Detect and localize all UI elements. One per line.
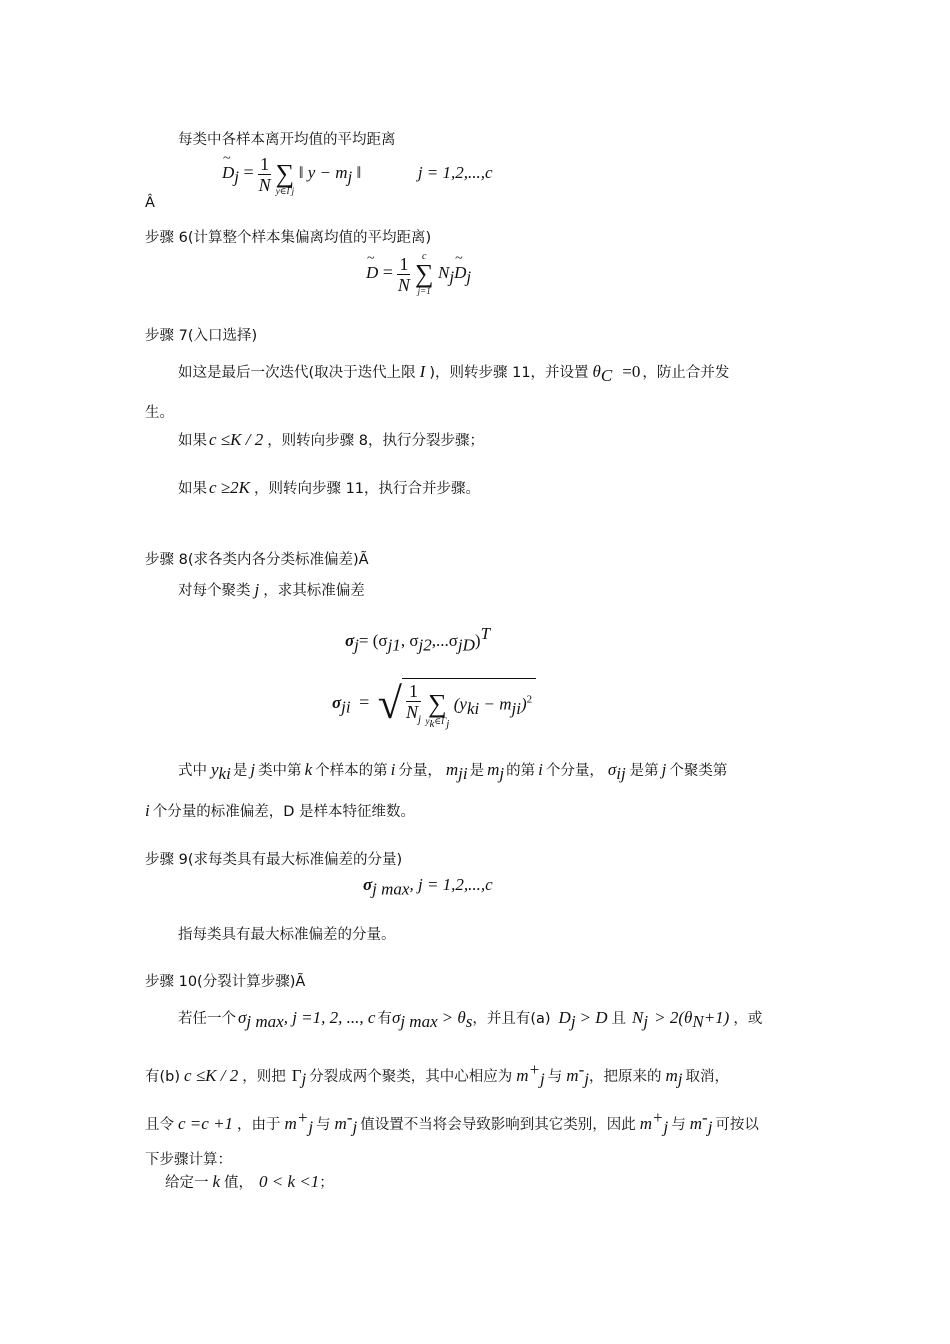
text: 与 [547,1068,563,1085]
formula-body: ‖ y − m [298,163,348,183]
text: 个样本的第 [315,763,388,779]
math-var: i [145,801,150,820]
math-var: i [390,760,396,779]
math-sub: j [570,1011,576,1031]
text: 的第 [506,763,536,779]
text-line [178,130,396,150]
sum-sup: c [421,251,427,262]
math-var: m [516,1065,529,1085]
text: 可按以 [715,1116,759,1133]
formula-sub: ji [341,697,351,717]
summation: c ∑ j=1 [414,251,434,296]
formula-fraction [258,154,271,195]
formula-body: ‖ [352,163,362,183]
text: 生。 [145,405,174,421]
formula-mean-distance [222,152,493,196]
math-var: σ [238,1008,247,1027]
text: ，求其标准偏差 [263,583,365,599]
text: ； [319,1175,334,1191]
math-var: m [487,760,500,779]
text-line [145,193,155,213]
math-var: j [661,760,667,779]
text: ，则转向步骤 11，执行合并步骤。 [253,481,481,497]
math-var: D [558,1008,571,1027]
step-heading [145,326,257,346]
formula-sub: j [466,267,472,287]
text: 步骤 7(入口选择) [145,328,258,344]
formula-std-vector [345,624,490,656]
text: 是 [469,763,485,779]
math-expr: +1) [703,1008,730,1027]
text: 式中 [178,763,207,779]
text: 步骤 6(计算整个样本集偏离均值的平均距离) [145,230,432,246]
text-line [165,1172,334,1193]
text-line [145,403,174,423]
text-line [145,1150,232,1170]
text: 步骤 9(求每类具有最大标准偏差的分量) [145,852,403,868]
text: ，并且有(a) [472,1011,551,1027]
formula-sub: j1 [387,635,401,655]
text-line [178,362,729,386]
math-sup: + [652,1108,664,1127]
text: 与 [316,1116,331,1133]
formula-sub: ji [511,699,521,719]
math-var: j [250,760,256,779]
math-expr: c ≥2K [209,478,250,497]
math-sub: j [663,1117,669,1137]
math-sup: + [528,1060,541,1079]
math-sup: - [346,1108,353,1127]
math-var: Γ [291,1065,302,1085]
formula-body: N [437,263,450,283]
math-expr: c ≤K / 2 [209,430,264,449]
math-var: θ [592,362,601,381]
text: ，则把 [242,1068,286,1085]
formula-symbol: ) [474,631,481,650]
sum-sub: y∈Γ [275,186,292,196]
math-expr: c =c +1 [178,1113,234,1133]
summation: ∑ y∈Γj [275,159,295,196]
formula-symbol: = [382,262,393,283]
math-sup: + [296,1108,309,1127]
text: 有(b) [145,1068,181,1085]
math-expr: 0 < k <1 [259,1172,320,1191]
text: Â [145,195,155,211]
formula-symbol: = [243,162,254,183]
formula-symbol: = [359,691,370,712]
text: ，把原来的 [588,1068,662,1085]
fraction-denominator: N [258,174,271,195]
math-var: I [419,362,426,381]
math-var: m [689,1113,703,1133]
step-heading [145,972,305,992]
text-line [145,1108,759,1138]
formula-sub: j [417,713,422,726]
text: 如这是最后一次迭代(取决于迭代上限 [178,365,416,381]
text: ，防止合并发 [642,365,730,381]
sum-sub: y [425,715,430,726]
text: )，则转步骤 11，并设置 [429,365,589,381]
step-heading [145,228,431,248]
formula-sub: j2 [418,635,432,655]
text: 对每个聚类 [178,583,251,599]
math-var: k [212,1172,221,1191]
text: 步骤 8(求各类内各分类标准偏差)Ã [145,552,369,568]
text: 分裂成两个聚类，其中心相应为 [309,1068,513,1085]
math-sup: - [578,1060,585,1079]
formula-sub: j [234,167,240,187]
sum-sub-index: j [291,186,295,196]
math-var: m [665,1065,678,1085]
math-var: m [284,1113,297,1133]
formula-symbol: , σ [400,631,419,650]
formula-sub: j [354,635,359,655]
text: 个分量的标准偏差，D 是样本特征维数。 [152,804,416,820]
math-expr: > D [579,1008,608,1027]
formula-sub: jD [457,635,475,655]
sum-sub: ∈Γ [434,715,447,726]
text: 每类中各样本离开均值的平均距离 [178,132,396,148]
math-sub: j [499,763,505,783]
math-var: σ [391,1008,401,1027]
text: 是第 [629,763,659,779]
text-line [145,1060,729,1090]
formula-sub: j [347,167,353,187]
math-sub: ki [218,763,231,783]
math-var: k [304,760,313,779]
formula-condition: j = 1,2,...,c [417,163,493,183]
fraction-numerator: 1 [399,253,409,274]
math-expr: > θ [441,1008,466,1027]
step-heading [145,850,402,870]
text-line [178,580,365,601]
text: 如果 [178,433,207,449]
formula-body: , j = 1,2,...,c [409,875,493,894]
text: 与 [671,1116,686,1133]
formula-total-distance [366,252,471,296]
math-sub: j [677,1069,683,1089]
text: 若任一个 [178,1011,236,1027]
formula-body: − m [479,694,512,714]
text: 分量， [398,763,442,779]
fraction-numerator: 1 [406,681,421,702]
formula-symbol: ~ D [222,163,234,183]
text: 有 [377,1011,392,1027]
text: 是 [232,763,248,779]
math-sub: j [584,1069,589,1089]
fraction-denominator: N [397,274,410,295]
formula-symbol: = (σ [358,631,388,650]
formula-body: ~ D [454,263,466,283]
text: 个聚类第 [669,763,728,779]
math-var: m [445,760,459,779]
square-root: √ $\frac{1}{N_j}$ ∑ $y_k\in\Gamma_j$ $(y_{ki} - m_{ji})^2$ [378,678,536,730]
text: ，由于 [237,1116,281,1133]
text: ，则转向步骤 8，执行分裂步骤； [267,433,485,449]
sum-sub: k [429,717,435,730]
math-sub: j [707,1117,713,1137]
formula-symbol: ~ D [366,263,378,283]
formula-max-std [363,874,493,900]
math-sub: C [600,365,613,385]
formula-symbol: σ [332,692,342,712]
math-var: y [211,760,219,779]
math-sub: ji [458,763,468,783]
text: 个分量， [545,763,604,779]
formula-sub: ki [466,699,480,719]
math-sup: - [702,1108,708,1127]
text: 且令 [145,1116,174,1133]
text: 如果 [178,481,207,497]
text: ，或 [733,1011,763,1027]
math-var: j [254,580,260,599]
math-sub: s [465,1011,473,1031]
math-var: σ [607,760,617,779]
math-sub: ij [616,763,626,783]
text: 取消， [685,1068,729,1085]
math-sub: j max [400,1011,438,1031]
math-sub: j [352,1117,358,1137]
math-sub: j [540,1069,545,1089]
formula-symbol: σ [363,875,373,894]
text: 下步骤计算： [145,1152,232,1168]
text-line [178,925,396,945]
math-var: N [632,1008,644,1027]
formula-body: (y [453,694,467,714]
formula-std-component [332,678,536,730]
math-sub: j [643,1011,649,1031]
math-var: m [639,1113,653,1133]
formula-fraction [397,254,410,295]
text: 且 [611,1011,627,1027]
formula-body: ) [520,694,527,714]
formula-fraction [406,681,421,730]
sum-sub: j [446,717,450,730]
math-sub: j [308,1117,314,1137]
summation: ∑ $y_k\in\Gamma_j$ [425,688,450,730]
math-sub: j [301,1069,307,1089]
text-line [178,430,484,451]
fraction-denominator: N [405,702,418,722]
formula-sup: T [480,624,491,643]
formula-sup: 2 [526,693,533,706]
fraction-numerator: 1 [260,153,270,174]
math-expr: , j =1, 2, ..., c [283,1008,376,1027]
text-line [178,760,727,784]
math-expr: c ≤K / 2 [184,1065,239,1085]
text: 值， [224,1175,254,1191]
text: 步骤 10(分裂计算步骤)Ã [145,974,306,990]
text: 值设置不当将会导致影响到其它类别，因此 [360,1116,636,1133]
formula-sub: j [449,267,455,287]
math-sub: N [692,1011,704,1031]
math-var: m [566,1065,579,1085]
math-expr: > 2(θ [654,1008,693,1027]
step-heading [145,550,369,570]
text-line [145,801,415,822]
math-var: m [334,1113,347,1133]
math-var: =0 [622,362,641,381]
math-var: i [538,760,543,779]
text-line [178,478,480,499]
formula-sub: j max [372,879,410,899]
text: 类中第 [258,763,302,779]
formula-symbol: ,...σ [431,631,458,650]
text-line [178,1008,762,1032]
math-sub: j max [246,1011,284,1031]
formula-symbol: σ [345,631,355,650]
text: 给定一 [165,1175,209,1191]
text: 指每类具有最大标准偏差的分量。 [178,927,396,943]
sum-sub: j=1 [417,286,431,296]
